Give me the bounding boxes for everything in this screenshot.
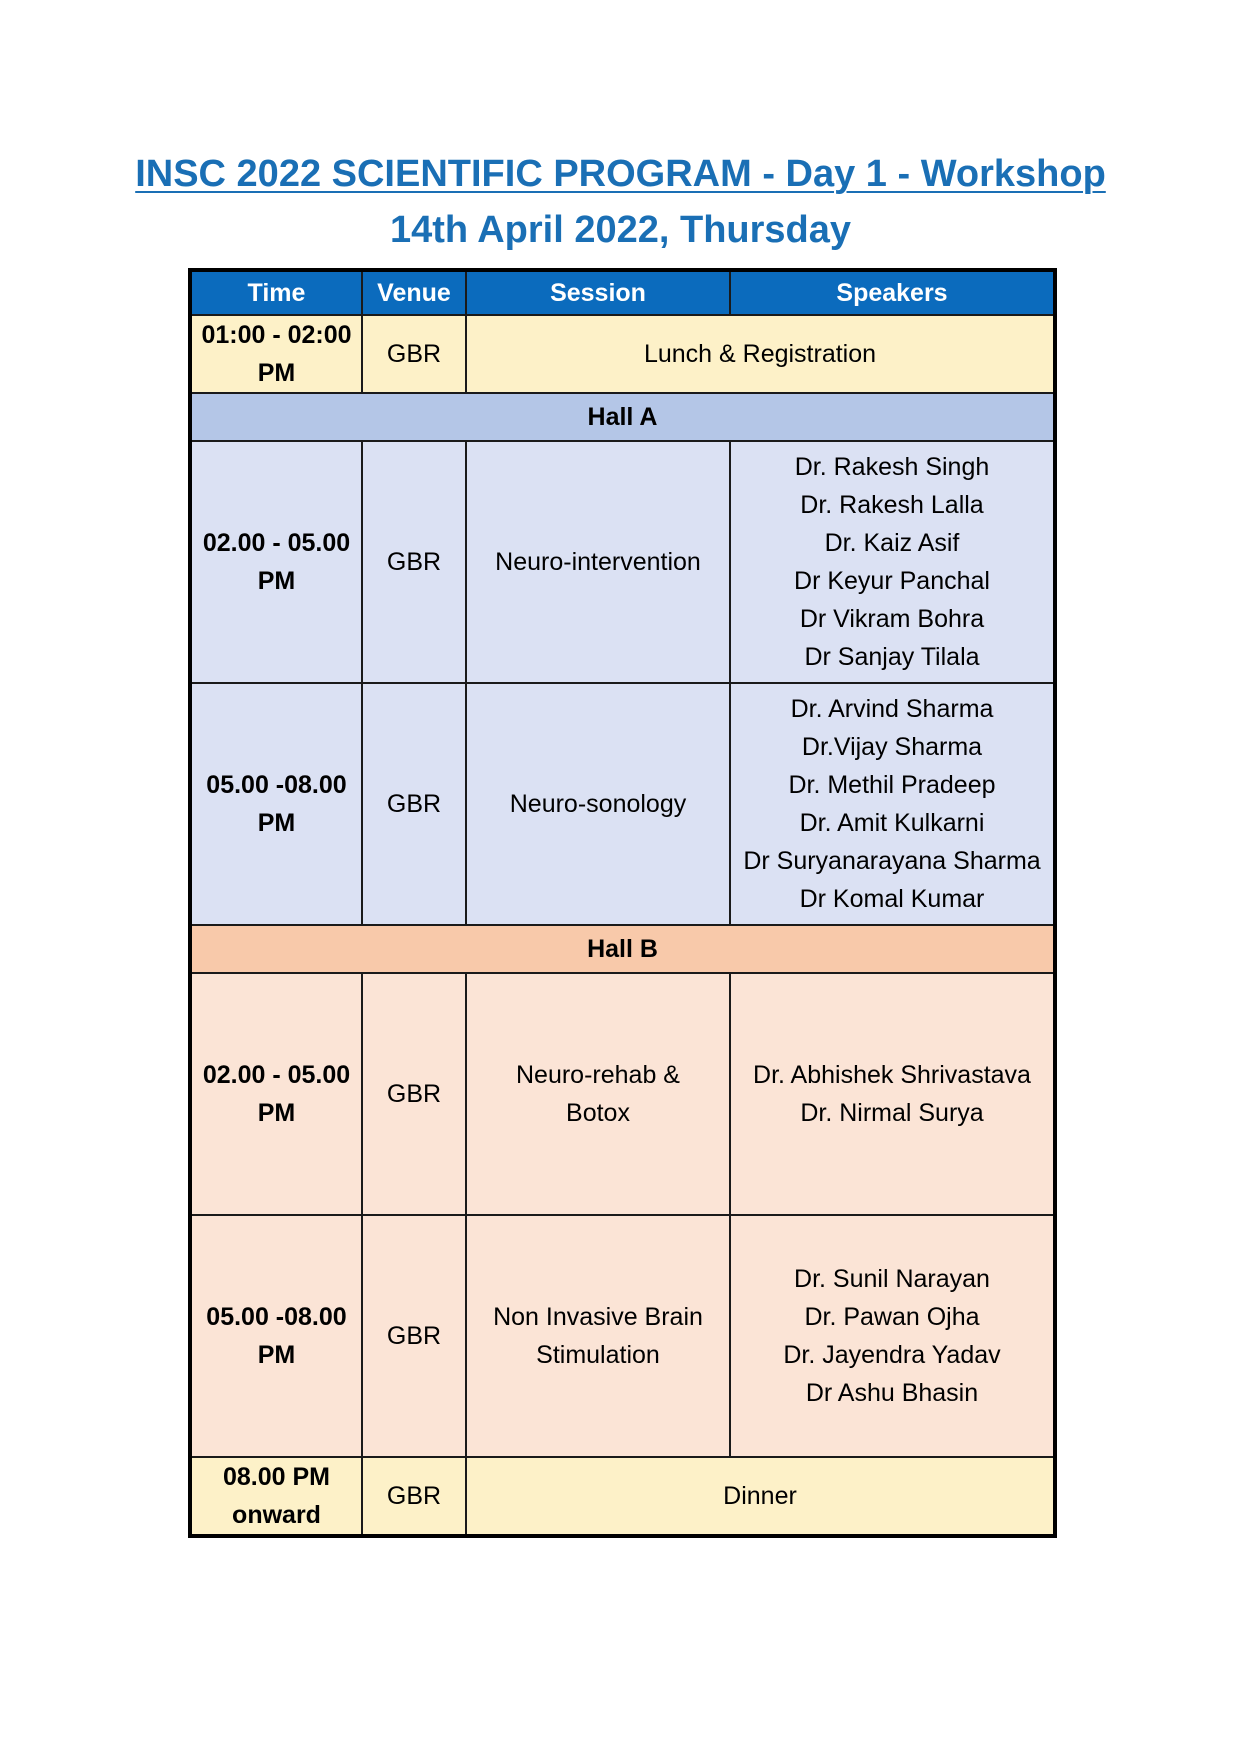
speaker-name: Dr Ashu Bhasin <box>805 1379 979 1407</box>
speaker-name: Dr Sanjay Tilala <box>804 643 980 671</box>
speaker-name: Dr. Abhishek Shrivastava <box>753 1061 1031 1089</box>
time-suffix: onward <box>232 1501 321 1529</box>
speakers-cell <box>730 441 1055 683</box>
header-session: Session <box>466 270 730 315</box>
time-suffix: PM <box>257 359 296 387</box>
speaker-name: Dr. Jayendra Yadav <box>783 1341 1001 1369</box>
speaker-name: Dr Vikram Bohra <box>799 605 985 633</box>
time-range: 05.00 -08.00 <box>206 1303 347 1331</box>
session-cell: Dinner <box>466 1457 1055 1536</box>
venue-cell: GBR <box>362 973 466 1215</box>
table-row <box>190 973 1055 1215</box>
session-cell <box>466 1215 730 1457</box>
time-suffix: PM <box>257 567 296 595</box>
session-cell: Neuro-intervention <box>466 441 730 683</box>
speakers-cell <box>730 973 1055 1215</box>
speaker-name: Dr. Rakesh Singh <box>794 453 990 481</box>
page-title <box>0 150 1241 198</box>
time-cell <box>190 973 362 1215</box>
speaker-name: Dr. Amit Kulkarni <box>799 809 985 837</box>
time-suffix: PM <box>257 1341 296 1369</box>
time-suffix: PM <box>257 1099 296 1127</box>
speaker-name: Dr. Pawan Ojha <box>804 1303 980 1331</box>
speakers-cell <box>730 683 1055 925</box>
speaker-name: Dr. Sunil Narayan <box>794 1265 990 1293</box>
time-start: 08.00 PM <box>222 1463 330 1491</box>
time-cell <box>190 441 362 683</box>
header-speakers: Speakers <box>730 270 1055 315</box>
session-line-1: Neuro-rehab & <box>516 1061 680 1089</box>
hall-b-header-row <box>190 925 1055 973</box>
header-time: Time <box>190 270 362 315</box>
venue-cell: GBR <box>362 683 466 925</box>
header-venue: Venue <box>362 270 466 315</box>
session-cell <box>466 973 730 1215</box>
speaker-name: Dr. Nirmal Surya <box>800 1099 984 1127</box>
time-cell <box>190 315 362 393</box>
speaker-name: Dr. Rakesh Lalla <box>800 491 984 519</box>
time-suffix: PM <box>257 809 296 837</box>
venue-cell: GBR <box>362 1215 466 1457</box>
speakers-cell <box>730 1215 1055 1457</box>
table-row-lunch <box>190 315 1055 393</box>
session-cell: Lunch & Registration <box>466 315 1055 393</box>
session-line-2: Stimulation <box>536 1341 660 1369</box>
time-cell <box>190 1215 362 1457</box>
time-start: 01:00 - 02:00 <box>201 321 352 349</box>
venue-cell: GBR <box>362 315 466 393</box>
time-cell <box>190 1457 362 1536</box>
session-cell: Neuro-sonology <box>466 683 730 925</box>
hall-a-label: Hall A <box>190 393 1055 441</box>
speaker-name: Dr Keyur Panchal <box>794 567 990 595</box>
title-line-1: INSC 2022 SCIENTIFIC PROGRAM - Day 1 - Workshop <box>135 153 1106 195</box>
session-line-1: Non Invasive Brain <box>493 1303 703 1331</box>
speaker-name: Dr.Vijay Sharma <box>801 733 983 761</box>
time-range: 05.00 -08.00 <box>206 771 347 799</box>
venue-cell: GBR <box>362 1457 466 1536</box>
speaker-name: Dr Suryanarayana Sharma <box>743 847 1041 875</box>
table-header-row <box>190 270 1055 315</box>
speaker-name: Dr. Arvind Sharma <box>790 695 994 723</box>
speaker-name: Dr. Methil Pradeep <box>788 771 996 799</box>
hall-b-label: Hall B <box>190 925 1055 973</box>
venue-cell: GBR <box>362 441 466 683</box>
program-table <box>188 268 1057 1538</box>
session-line-2: Botox <box>566 1099 630 1127</box>
hall-a-header-row <box>190 393 1055 441</box>
table-row-dinner <box>190 1457 1055 1536</box>
table-row <box>190 441 1055 683</box>
table-row <box>190 1215 1055 1457</box>
page-subtitle-date: 14th April 2022, Thursday <box>389 209 852 251</box>
speaker-name: Dr. Kaiz Asif <box>824 529 960 557</box>
speaker-name: Dr Komal Kumar <box>799 885 985 913</box>
time-cell <box>190 683 362 925</box>
time-range: 02.00 - 05.00 <box>202 529 351 557</box>
table-row <box>190 683 1055 925</box>
time-range: 02.00 - 05.00 <box>202 1061 351 1089</box>
